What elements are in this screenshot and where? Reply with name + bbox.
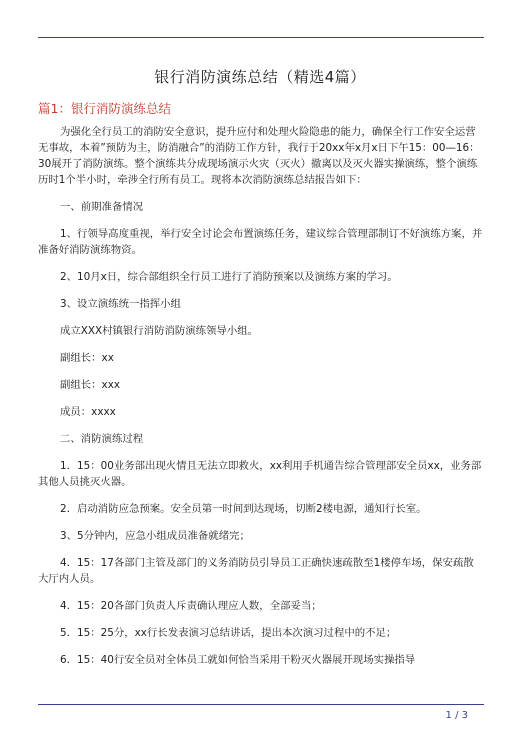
document-body bbox=[38, 124, 484, 668]
paragraph: 6．15：40行安全员对全体员工就如何恰当采用干粉灭火器展开现场实操指导 bbox=[60, 654, 416, 666]
section-title-process: 二、消防演练过程 bbox=[60, 433, 144, 445]
document-title: 银行消防演练总结（精选4篇） bbox=[154, 68, 366, 86]
footer-rule bbox=[38, 704, 484, 705]
paragraph: 1、行领导高度重视，举行安全讨论会布置演练任务，建议综合管理部制订不好演练方案，并准备好消防演练物资。 bbox=[38, 228, 483, 256]
section-heading: 篇1：银行消防演练总结 bbox=[38, 101, 171, 116]
header-rule bbox=[38, 37, 484, 38]
paragraph: 3、5分钟内，应急小组成员准备就绪完； bbox=[60, 530, 250, 542]
paragraph: 2．启动消防应急预案。安全员第一时间到达现场，切断2楼电源，通知行长室。 bbox=[60, 503, 427, 515]
paragraph: 2、10月x日，综合部组织全行员工进行了消防预案以及演练方案的学习。 bbox=[60, 271, 398, 283]
paragraph: 副组长：xxx bbox=[60, 379, 121, 391]
page-indicator: 1 / 3 bbox=[445, 710, 468, 721]
paragraph: 成员：xxxx bbox=[60, 406, 116, 418]
paragraph: 4．15：17各部门主管及部门的义务消防员引导员工正确快速疏散至1楼停车场，保安疏散大厅内人员。 bbox=[38, 557, 474, 585]
paragraph: 3、设立演练统一指挥小组 bbox=[60, 298, 181, 310]
paragraph: 5．15：25分，xx行长发表演习总结讲话，提出本次演习过程中的不足； bbox=[60, 627, 397, 639]
paragraph: 1．15：00业务部出现火情且无法立即救火，xx利用手机通告综合管理部安全员xx，业务部其他人员挑灭火器。 bbox=[38, 460, 482, 488]
paragraph: 副组长：xx bbox=[60, 352, 114, 364]
intro-paragraph: 为强化全行员工的消防安全意识，提升应付和处理火险隐患的能力，确保全行工作安全运营无事故，本着”预防为主，防消融合”的消防工作方针，我行于20xx年x月x日下午15：00—16：30展开了消防演练。整个演练共分成现场演示火灾（灭火）撤离以及灭火器实操演练，整个演练历时1个半小时，牵涉全行所有员工。现将本次消防演练总结报告如下： bbox=[38, 126, 480, 186]
section-title-preparation: 一、前期准备情况 bbox=[60, 201, 144, 213]
paragraph: 4．15：20各部门负责人斥责确认理应人数，全部妥当； bbox=[60, 600, 322, 612]
paragraph: 成立XXX村镇银行消防消防演练领导小组。 bbox=[60, 325, 258, 337]
